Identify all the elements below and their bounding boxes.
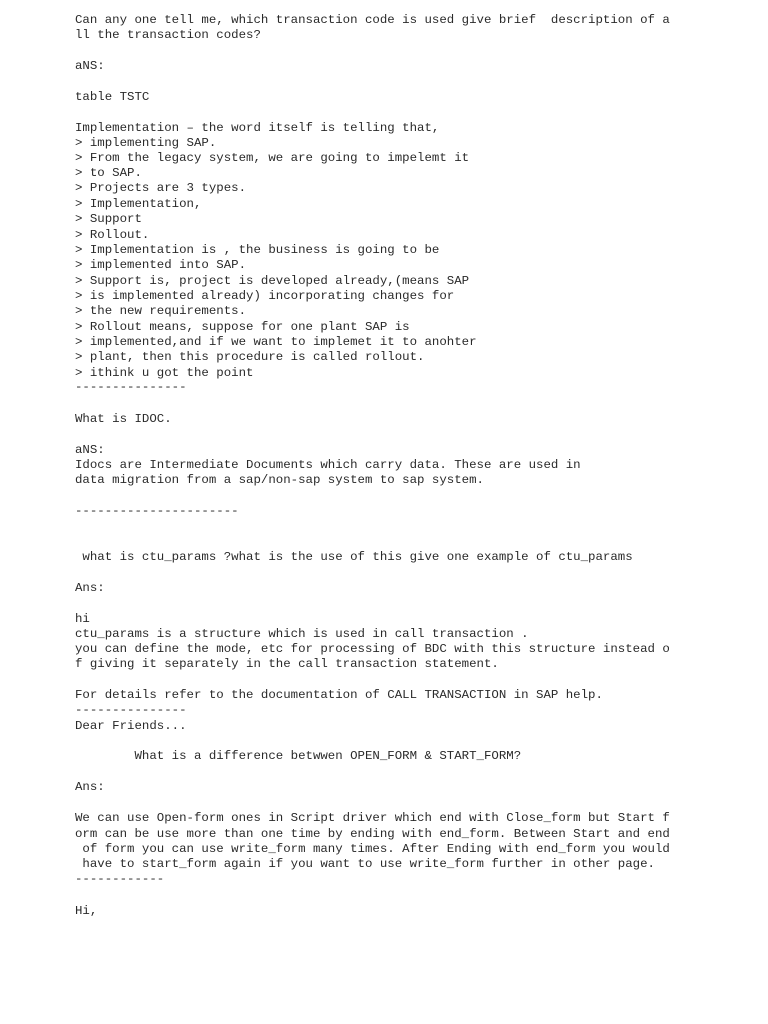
text-line: aNS: bbox=[75, 59, 105, 73]
text-line: f giving it separately in the call transaction statement. bbox=[75, 657, 499, 671]
text-line: > implemented into SAP. bbox=[75, 258, 247, 272]
text-line: > Support is, project is developed already,(means SAP bbox=[75, 274, 470, 288]
text-line: Implementation – the word itself is telling that, bbox=[75, 121, 440, 135]
text-line: aNS: bbox=[75, 443, 105, 457]
text-line: data migration from a sap/non-sap system to sap system. bbox=[75, 473, 484, 487]
text-line: What is IDOC. bbox=[75, 412, 172, 426]
text-line: > Implementation, bbox=[75, 197, 202, 211]
text-line: > Projects are 3 types. bbox=[75, 181, 247, 195]
text-line: hi bbox=[75, 612, 90, 626]
text-line: We can use Open-form ones in Script driver which end with Close_form but Start f bbox=[75, 811, 670, 825]
separator-line: --------------- bbox=[75, 703, 187, 717]
text-line: ll the transaction codes? bbox=[75, 28, 261, 42]
text-line: What is a difference betwwen OPEN_FORM & START_FORM? bbox=[75, 749, 522, 763]
text-line: > plant, then this procedure is called rollout. bbox=[75, 350, 425, 364]
text-line: > implementing SAP. bbox=[75, 136, 217, 150]
text-line: > From the legacy system, we are going to impelemt it bbox=[75, 151, 470, 165]
text-line: ctu_params is a structure which is used in call transaction . bbox=[75, 627, 529, 641]
separator-line: ------------ bbox=[75, 872, 165, 886]
text-line: > the new requirements. bbox=[75, 304, 247, 318]
text-line: have to start_form again if you want to use write_form further in other page. bbox=[75, 857, 655, 871]
text-line: orm can be use more than one time by ending with end_form. Between Start and end bbox=[75, 827, 670, 841]
text-line: > to SAP. bbox=[75, 166, 142, 180]
text-line: table TSTC bbox=[75, 90, 150, 104]
text-line: > ithink u got the point bbox=[75, 366, 254, 380]
text-line: > Rollout. bbox=[75, 228, 150, 242]
text-line: Idocs are Intermediate Documents which carry data. These are used in bbox=[75, 458, 581, 472]
separator-line: ---------------------- bbox=[75, 504, 239, 518]
text-line: For details refer to the documentation of CALL TRANSACTION in SAP help. bbox=[75, 688, 603, 702]
text-line: Hi, bbox=[75, 904, 98, 918]
text-line: what is ctu_params ?what is the use of this give one example of ctu_params bbox=[75, 550, 633, 564]
text-line: > is implemented already) incorporating changes for bbox=[75, 289, 455, 303]
text-line: > implemented,and if we want to implemet it to anohter bbox=[75, 335, 477, 349]
text-line: of form you can use write_form many times. After Ending with end_form you would bbox=[75, 842, 670, 856]
text-line: Ans: bbox=[75, 780, 105, 794]
text-line: you can define the mode, etc for processing of BDC with this structure instead o bbox=[75, 642, 670, 656]
text-line: Ans: bbox=[75, 581, 105, 595]
separator-line: --------------- bbox=[75, 380, 187, 394]
text-line: > Rollout means, suppose for one plant SAP is bbox=[75, 320, 410, 334]
text-line: Dear Friends... bbox=[75, 719, 187, 733]
text-line: > Implementation is , the business is going to be bbox=[75, 243, 440, 257]
text-line: Can any one tell me, which transaction code is used give brief description of a bbox=[75, 13, 670, 27]
text-line: > Support bbox=[75, 212, 142, 226]
